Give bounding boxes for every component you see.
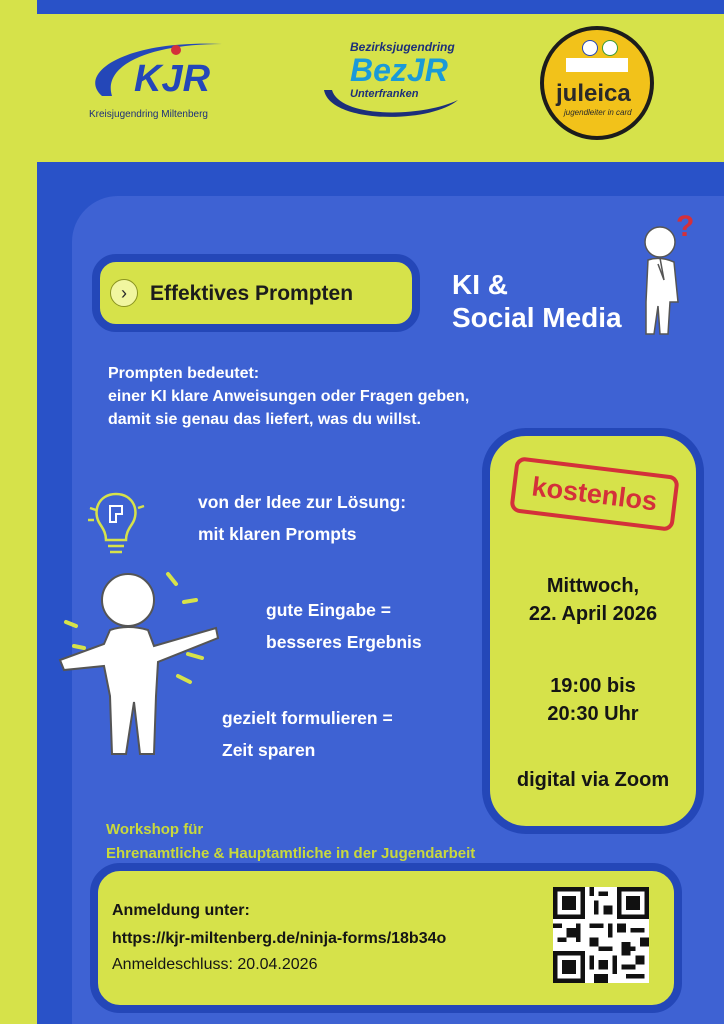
partner-badge-icon bbox=[602, 40, 618, 56]
event-location: digital via Zoom bbox=[516, 769, 670, 791]
lightbulb-puzzle-icon bbox=[86, 488, 146, 560]
top-accent-bar bbox=[37, 0, 724, 14]
kjr-org-name: Kreisjugendring Miltenberg bbox=[89, 109, 208, 120]
registration-title: Anmeldung unter: bbox=[112, 902, 250, 919]
free-stamp: kostenlos bbox=[509, 456, 680, 532]
event-date bbox=[490, 572, 696, 628]
kjr-logo bbox=[82, 34, 232, 124]
person-figure-icon bbox=[58, 566, 222, 762]
bezjr-top-text: Bezirksjugendring bbox=[350, 40, 455, 54]
event-time-end: 20:30 Uhr bbox=[547, 703, 639, 725]
partner-badge-icon bbox=[582, 40, 598, 56]
intro-line-2: einer KI klare Anweisungen oder Fragen geben, bbox=[108, 388, 470, 405]
event-time bbox=[490, 672, 696, 728]
bezjr-wordmark: BezJR bbox=[350, 52, 448, 88]
thinking-person-icon bbox=[634, 206, 704, 338]
registration-deadline: Anmeldeschluss: 20.04.2026 bbox=[112, 956, 318, 973]
intro-line-1: Prompten bedeutet: bbox=[108, 365, 260, 382]
kjr-wordmark: KJR bbox=[134, 58, 211, 100]
topic-label: Effektives Prompten bbox=[150, 282, 354, 305]
qr-code-icon[interactable] bbox=[553, 887, 649, 983]
benefit-point: von der Idee zur Lösung: mit klaren Prompts bbox=[198, 492, 407, 544]
bezjr-logo bbox=[320, 40, 462, 124]
registration-link[interactable]: https://kjr-miltenberg.de/ninja-forms/18b34o bbox=[112, 930, 447, 947]
title-line-1: KI & bbox=[452, 269, 508, 300]
juleica-wordmark: juleica bbox=[556, 80, 631, 107]
benefit-point: gute Eingabe = besseres Ergebnis bbox=[266, 600, 422, 652]
intro-text bbox=[108, 362, 469, 431]
event-day: Mittwoch, bbox=[546, 575, 640, 597]
juleica-logo bbox=[540, 26, 654, 140]
partner-logos-strip bbox=[566, 58, 628, 72]
event-time-start: 19:00 bis bbox=[550, 675, 636, 697]
workshop-audience bbox=[106, 818, 475, 866]
svg-text:?: ? bbox=[676, 210, 695, 243]
juleica-subtitle: jugendleiter in card bbox=[564, 108, 632, 117]
page-title bbox=[452, 268, 622, 334]
benefit-point: gezielt formulieren = Zeit sparen bbox=[222, 708, 393, 760]
bezjr-bottom-text: Unterfranken bbox=[350, 88, 419, 100]
chevron-right-icon: › bbox=[110, 279, 138, 307]
event-date-value: 22. April 2026 bbox=[528, 603, 658, 625]
title-line-2: Social Media bbox=[452, 302, 622, 333]
intro-line-3: damit sie genau das liefert, was du willst. bbox=[108, 411, 421, 428]
workshop-line-2: Ehrenamtliche & Hauptamtliche in der Jugendarbeit bbox=[106, 845, 476, 862]
workshop-line-1: Workshop für bbox=[106, 821, 204, 838]
